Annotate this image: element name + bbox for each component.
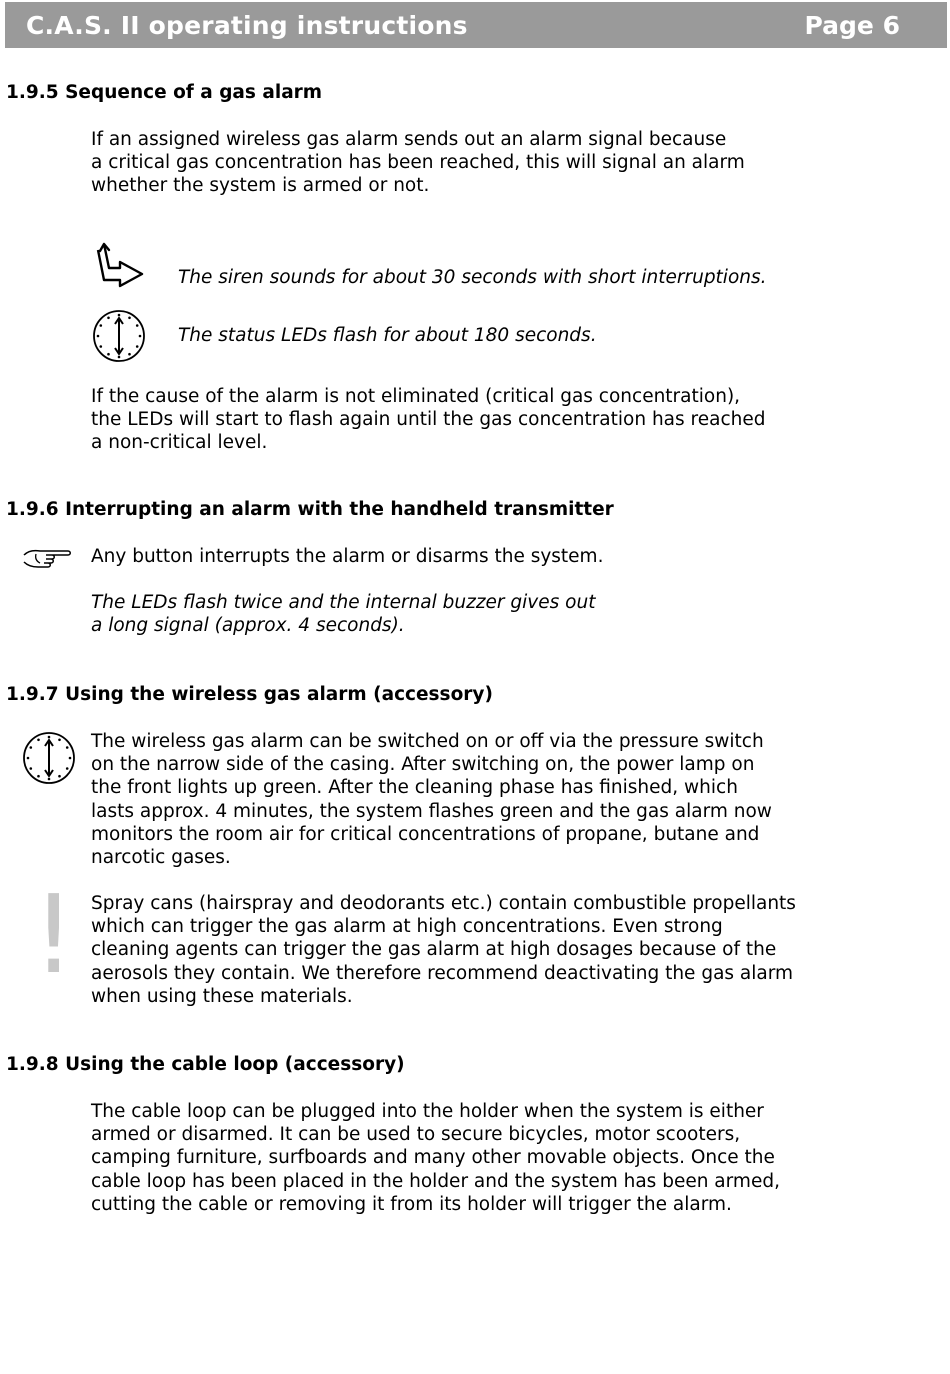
text-line: armed or disarmed. It can be used to secure bicycles, motor scooters, bbox=[91, 1124, 741, 1146]
text-line: The LEDs flash twice and the internal buzzer gives out bbox=[91, 592, 596, 613]
text-line: the front lights up green. After the cleaning phase has finished, which bbox=[91, 777, 738, 799]
section-heading-1-9-6: 1.9.6 Interrupting an alarm with the handheld transmitter bbox=[6, 499, 614, 520]
text-line: lasts approx. 4 minutes, the system flashes green and the gas alarm now bbox=[91, 800, 772, 822]
text-line: monitors the room air for critical concentrations of propane, butane and bbox=[91, 823, 760, 845]
text-line: cleaning agents can trigger the gas alarm at high dosages because of the bbox=[91, 939, 777, 961]
handheld-result bbox=[91, 591, 595, 637]
exclamation-icon: ! bbox=[32, 873, 76, 998]
paragraph-alarm-cause bbox=[91, 385, 765, 455]
text-line: The wireless gas alarm can be switched on or off via the pressure switch bbox=[91, 731, 764, 752]
page-number: Page 6 bbox=[804, 11, 900, 40]
paragraph-cable-loop bbox=[91, 1100, 780, 1216]
page-header bbox=[5, 2, 947, 48]
text-line: whether the system is armed or not. bbox=[91, 175, 430, 197]
paragraph-spray-warning bbox=[91, 892, 796, 1008]
text-line: If the cause of the alarm is not eliminated (critical gas concentration), bbox=[91, 386, 741, 407]
paragraph-gas-alarm-usage bbox=[91, 730, 772, 869]
text-line: a long signal (approx. 4 seconds). bbox=[91, 615, 405, 637]
siren-note: The siren sounds for about 30 seconds with short interruptions. bbox=[178, 267, 767, 288]
text-line: a critical gas concentration has been reached, this will signal an alarm bbox=[91, 152, 745, 174]
text-line: which can trigger the gas alarm at high concentrations. Even strong bbox=[91, 916, 723, 938]
text-line: cutting the cable or removing it from its holder will trigger the alarm. bbox=[91, 1193, 732, 1215]
text-line: If an assigned wireless gas alarm sends out an alarm signal because bbox=[91, 129, 727, 150]
text-line: Spray cans (hairspray and deodorants etc.) contain combustible propellants bbox=[91, 893, 796, 914]
text-line: The cable loop can be plugged into the holder when the system is either bbox=[91, 1101, 764, 1122]
text-line: on the narrow side of the casing. After switching on, the power lamp on bbox=[91, 754, 755, 776]
clock-icon bbox=[92, 309, 146, 363]
text-line: narcotic gases. bbox=[91, 846, 231, 868]
text-line: aerosols they contain. We therefore recommend deactivating the gas alarm bbox=[91, 962, 794, 984]
pointing-hand-icon bbox=[22, 545, 72, 573]
document-title: C.A.S. II operating instructions bbox=[26, 11, 468, 40]
section-heading-1-9-8: 1.9.8 Using the cable loop (accessory) bbox=[6, 1054, 405, 1075]
text-line: the LEDs will start to flash again until the gas concentration has reached bbox=[91, 409, 766, 431]
text-line: when using these materials. bbox=[91, 985, 353, 1007]
arrow-result-icon bbox=[96, 242, 148, 294]
text-line: cable loop has been placed in the holder and the system has been armed, bbox=[91, 1170, 780, 1192]
clock-icon bbox=[22, 731, 76, 785]
handheld-action: Any button interrupts the alarm or disarms the system. bbox=[91, 546, 604, 567]
text-line: camping furniture, surfboards and many other movable objects. Once the bbox=[91, 1147, 775, 1169]
status-leds-note: The status LEDs flash for about 180 seconds. bbox=[178, 325, 597, 346]
section-heading-1-9-5: 1.9.5 Sequence of a gas alarm bbox=[6, 82, 323, 103]
text-line: a non-critical level. bbox=[91, 432, 268, 454]
paragraph-gas-alarm-intro bbox=[91, 128, 745, 198]
section-heading-1-9-7: 1.9.7 Using the wireless gas alarm (accessory) bbox=[6, 684, 493, 705]
